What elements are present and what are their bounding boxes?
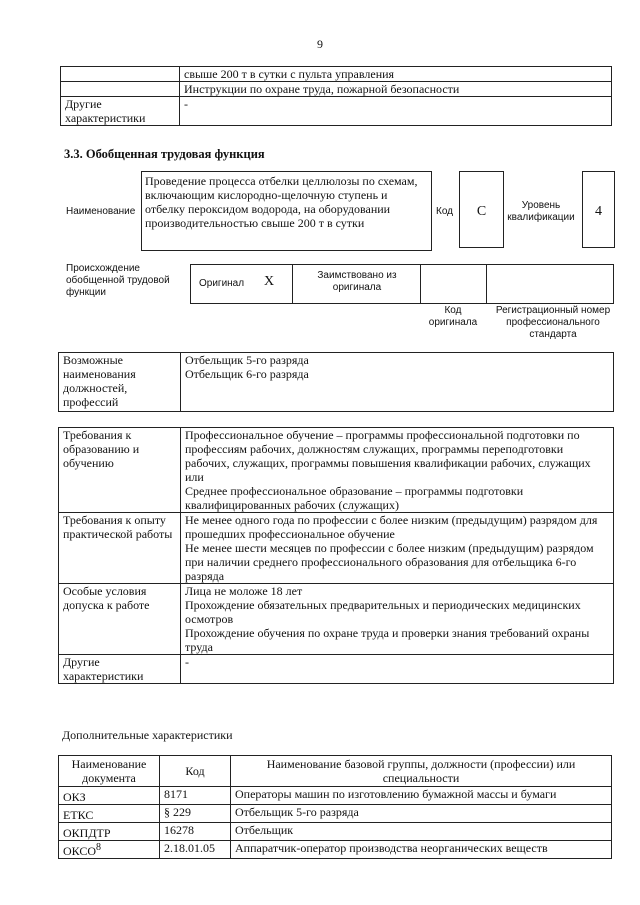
code-cell: 8171: [160, 787, 231, 805]
additional-title: Дополнительные характеристики: [62, 728, 233, 742]
req-values: [181, 428, 614, 513]
req-values: [181, 513, 614, 584]
name-cell: Отбельщик: [231, 823, 612, 841]
req-line: Профессиональное обучение – программы профессиональной подготовки по профессиям рабочих, должностям служащих, программы переподготовки рабочих, служащих, программы повышения квалификации рабочих, служащих: [185, 428, 591, 470]
function-name-box: Проведение процесса отбелки целлюлозы по схемам, включающим кислородно-щелочную ступень и отбелку пероксидом водорода, на оборудовании производительностью свыше 200 т в сутки: [141, 171, 432, 251]
level-label: Уровень квалификации: [507, 200, 575, 223]
req-line: -: [185, 655, 189, 669]
position-item: Отбельщик 6-го разряда: [185, 367, 309, 381]
code-value-box: C: [459, 171, 504, 248]
positions-table: [58, 352, 614, 412]
code-label: Код: [436, 206, 454, 217]
divider: [420, 264, 421, 303]
doc-cell: [59, 787, 160, 805]
doc-cell: [59, 841, 160, 859]
code-original-caption: Код оригинала: [428, 305, 478, 328]
req-line: Не менее одного года по профессии с более низким (предыдущим) разрядом для прошедших профессиональное обучение: [185, 513, 598, 541]
table-header: [59, 756, 612, 787]
req-line: Не менее шести месяцев по профессии с более низким (предыдущим) разрядом при наличии среднего профессионального образования для отбельщика 6-го разряда: [185, 541, 594, 583]
req-label: Другие характеристики: [59, 655, 181, 684]
col-header-doc: Наименование документа: [59, 756, 160, 787]
doc-name: ОКЗ: [63, 790, 86, 804]
row-value: Инструкции по охране труда, пожарной безопасности: [180, 82, 612, 97]
req-values: [181, 584, 614, 655]
row-value: свыше 200 т в сутки с пульта управления: [180, 67, 612, 82]
doc-cell: [59, 823, 160, 841]
table-row: [59, 655, 614, 684]
row-label: [61, 82, 180, 97]
requirements-table: [58, 427, 614, 684]
table-row: [59, 787, 612, 805]
doc-name: ЕТКС: [63, 808, 94, 822]
table-row: [59, 805, 612, 823]
origin-label: Происхождение обобщенной трудовой функции: [66, 263, 170, 298]
req-label: Требования к образованию и обучению: [59, 428, 181, 513]
positions-label: Возможные наименования должностей, профессий: [59, 353, 181, 412]
req-line: Прохождение обучения по охране труда и проверки знания требований охраны труда: [185, 626, 590, 654]
footnote-mark: 8: [96, 842, 102, 853]
divider: [486, 264, 487, 303]
req-line: Лица не моложе 18 лет: [185, 584, 303, 598]
code-cell: 16278: [160, 823, 231, 841]
req-line: Среднее профессиональное образование – программы подготовки квалифицированных рабочих (служащих): [185, 484, 524, 512]
doc-cell: [59, 805, 160, 823]
name-cell: Аппаратчик-оператор производства неорганических веществ: [231, 841, 612, 859]
top-table: [60, 66, 612, 126]
table-row: [61, 67, 612, 82]
req-label: Особые условия допуска к работе: [59, 584, 181, 655]
borrowed-label: Заимствовано из оригинала: [317, 270, 397, 293]
col-header-code: Код: [160, 756, 231, 787]
table-row: [59, 428, 614, 513]
name-label: Наименование: [66, 206, 136, 217]
original-mark: X: [264, 274, 275, 289]
position-item: Отбельщик 5-го разряда: [185, 353, 309, 367]
original-label: Оригинал: [199, 278, 245, 289]
table-row: [59, 584, 614, 655]
table-row: [59, 823, 612, 841]
level-value-box: 4: [582, 171, 615, 248]
doc-name: ОКПДТР: [63, 826, 111, 840]
additional-table: [58, 755, 612, 859]
table-row: [59, 513, 614, 584]
name-cell: Отбельщик 5-го разряда: [231, 805, 612, 823]
name-cell: Операторы машин по изготовлению бумажной массы и бумаги: [231, 787, 612, 805]
doc-name: ОКСО: [63, 844, 97, 858]
table-row: [59, 353, 614, 412]
req-line: Прохождение обязательных предварительных и периодических медицинских осмотров: [185, 598, 581, 626]
table-row: [61, 97, 612, 126]
table-row: [61, 82, 612, 97]
code-cell: § 229: [160, 805, 231, 823]
reg-number-caption: Регистрационный номер профессионального стандарта: [495, 305, 611, 340]
divider: [292, 264, 293, 303]
req-values: [181, 655, 614, 684]
table-row: [59, 841, 612, 859]
section-title: 3.3. Обобщенная трудовая функция: [64, 147, 265, 161]
row-label: [61, 67, 180, 82]
row-value: -: [180, 97, 612, 126]
req-line: или: [185, 470, 204, 484]
row-label: Другие характеристики: [61, 97, 180, 126]
req-label: Требования к опыту практической работы: [59, 513, 181, 584]
positions-values: [181, 353, 614, 412]
col-header-name: Наименование базовой группы, должности (профессии) или специальности: [231, 756, 612, 787]
page-number: 9: [317, 37, 323, 51]
code-cell: 2.18.01.05: [160, 841, 231, 859]
